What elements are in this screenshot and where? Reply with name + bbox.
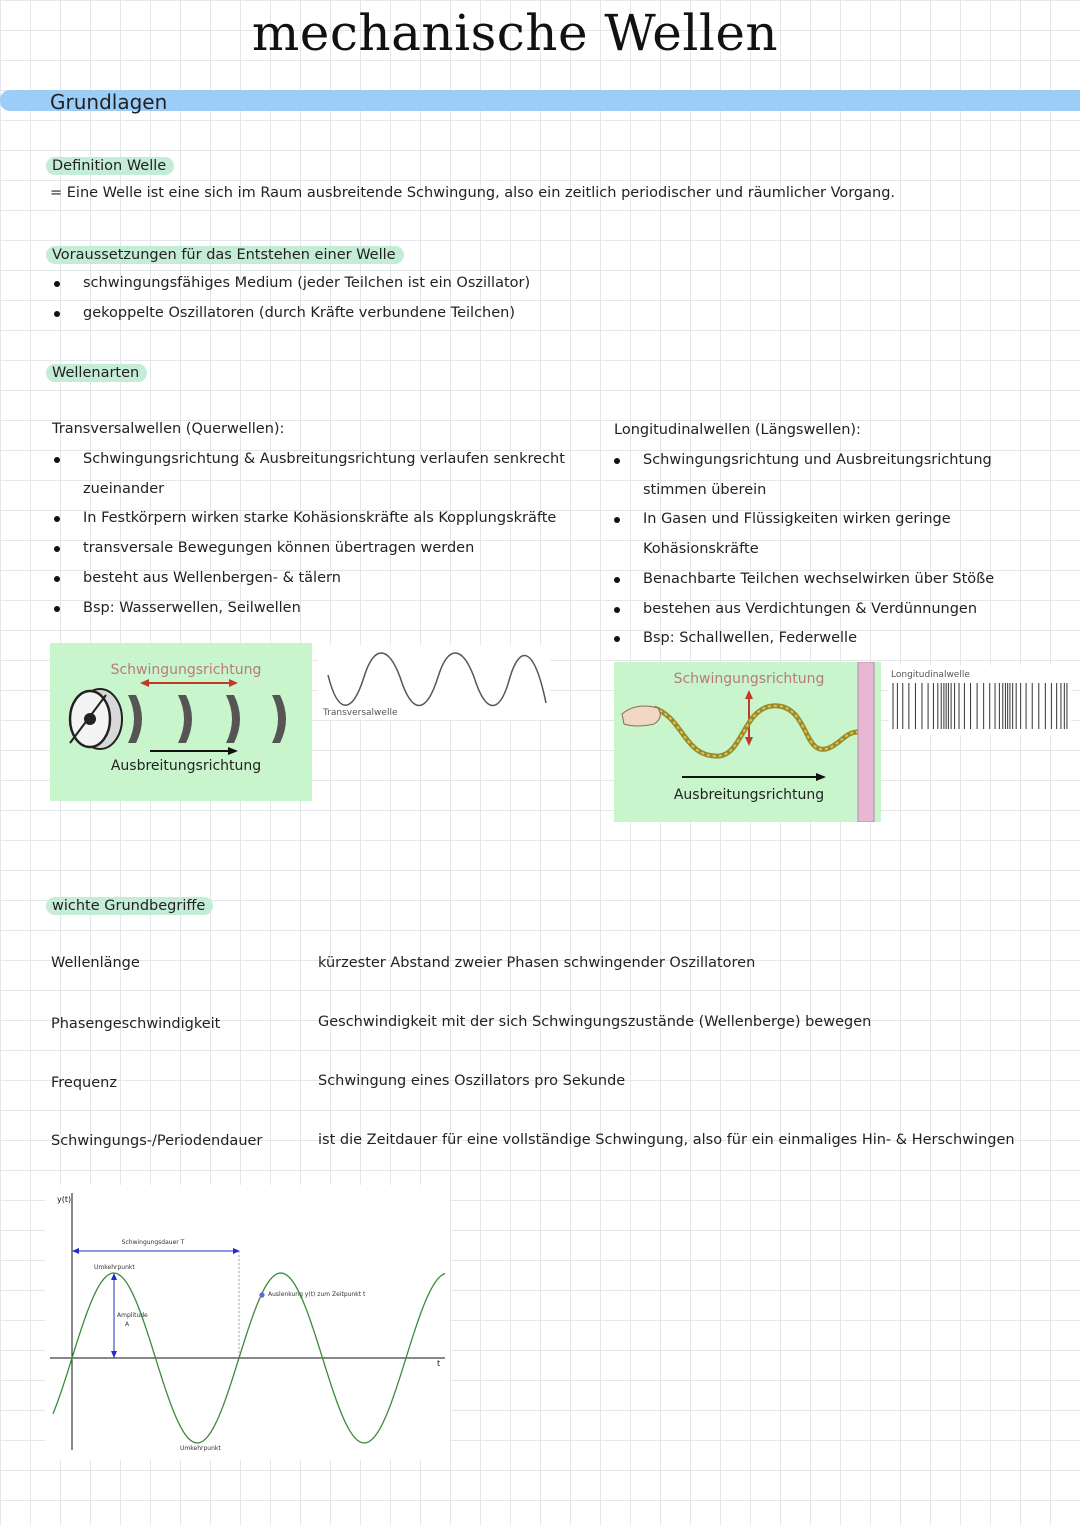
y-axis-label: y(t) bbox=[57, 1195, 72, 1204]
list-item: In Festkörpern wirken starke Kohäsionskräfte als Kopplungskräfte bbox=[83, 504, 565, 534]
arrowhead-up-icon bbox=[111, 1273, 117, 1280]
definition-tag bbox=[46, 155, 174, 176]
list-item: gekoppelte Oszillatoren (durch Kräfte verbundene Teilchen) bbox=[83, 299, 530, 329]
list-item: besteht aus Wellenbergen- & tälern bbox=[83, 564, 565, 594]
list-item-continuation: zueinander bbox=[83, 480, 165, 497]
arrowhead-left-icon bbox=[140, 679, 149, 687]
wave-label: Transversalwelle bbox=[323, 708, 398, 718]
transversal-figure bbox=[50, 643, 312, 801]
section-heading: Grundlagen bbox=[50, 90, 168, 114]
hand-icon bbox=[622, 706, 660, 726]
propagation-label: Ausbreitungsrichtung bbox=[673, 787, 825, 803]
table-row bbox=[51, 1014, 1071, 1073]
list-item-continuation: stimmen überein bbox=[643, 481, 767, 498]
list-item: Schwingungsrichtung & Ausbreitungsrichtung verlaufen senkrecht bbox=[83, 445, 565, 475]
definition-heading: Definition Welle bbox=[46, 157, 174, 175]
wave-label: Longitudinalwelle bbox=[891, 670, 970, 680]
table-row bbox=[51, 1073, 1071, 1132]
wavefront bbox=[272, 695, 286, 743]
amplitude-label: Amplitude bbox=[117, 1312, 148, 1319]
term-cell: Phasengeschwindigkeit bbox=[51, 1016, 221, 1032]
propagation-label: Ausbreitungsrichtung bbox=[110, 758, 262, 774]
list-item: Benachbarte Teilchen wechselwirken über Stöße bbox=[643, 565, 994, 595]
term-cell: Wellenlänge bbox=[51, 955, 140, 971]
prerequisites-list bbox=[83, 269, 530, 328]
transversal-title: Transversalwellen (Querwellen): bbox=[52, 421, 285, 437]
oscillation-label: Schwingungsrichtung bbox=[673, 671, 825, 687]
prerequisites-tag bbox=[46, 244, 404, 265]
deflection-point bbox=[259, 1292, 264, 1297]
arrowhead-up-icon bbox=[745, 690, 753, 699]
table-row bbox=[51, 1132, 1071, 1191]
wave-types-heading: Wellenarten bbox=[46, 364, 147, 382]
turning-point-top-label: Umkehrpunkt bbox=[94, 1264, 135, 1271]
longitudinal-figure bbox=[614, 662, 881, 822]
wavefront bbox=[226, 695, 240, 743]
list-item: Bsp: Wasserwellen, Seilwellen bbox=[83, 594, 565, 624]
definition-cell: Schwingung eines Oszillators pro Sekunde bbox=[318, 1073, 626, 1089]
table-row bbox=[51, 955, 1071, 1014]
arrowhead-down-icon bbox=[745, 737, 753, 746]
list-item: schwingungsfähiges Medium (jeder Teilchen ist ein Oszillator) bbox=[83, 269, 530, 299]
list-item: In Gasen und Flüssigkeiten wirken geringe bbox=[643, 505, 994, 535]
x-axis-label: t bbox=[437, 1359, 441, 1368]
arrowhead-right-icon bbox=[228, 747, 238, 755]
longitudinal-list bbox=[643, 446, 994, 654]
oscillation-label: Schwingungsrichtung bbox=[110, 662, 262, 678]
compression-lines bbox=[893, 683, 1067, 729]
arrowhead-right-icon bbox=[816, 773, 826, 781]
wavefront bbox=[128, 695, 142, 743]
transversal-wave-figure bbox=[318, 645, 550, 720]
longitudinal-figure-drawing bbox=[614, 662, 881, 822]
transversal-figure-drawing bbox=[50, 643, 312, 801]
transversal-wave-drawing bbox=[318, 645, 550, 720]
definition-text: = Eine Welle ist eine sich im Raum ausbreitende Schwingung, also ein zeitlich periodischer und räumlicher Vorgang. bbox=[50, 185, 896, 201]
page-title: mechanische Wellen bbox=[251, 4, 779, 62]
terms-heading: wichte Grundbegriffe bbox=[46, 897, 213, 915]
transversal-list bbox=[83, 445, 565, 623]
definition-cell: kürzester Abstand zweier Phasen schwingender Oszillatoren bbox=[318, 955, 756, 971]
longitudinal-wave-drawing bbox=[889, 665, 1071, 735]
term-cell: Frequenz bbox=[51, 1075, 117, 1091]
longitudinal-wave-figure bbox=[889, 665, 1071, 735]
oscillation-graph bbox=[45, 1185, 450, 1460]
list-item: transversale Bewegungen können übertragen werden bbox=[83, 534, 565, 564]
list-item-continuation: Kohäsionskräfte bbox=[643, 541, 759, 558]
longitudinal-title: Longitudinalwellen (Längswellen): bbox=[614, 422, 861, 438]
amplitude-symbol: A bbox=[125, 1321, 130, 1328]
wavefront bbox=[178, 695, 192, 743]
term-cell: Schwingungs-/Periodendauer bbox=[51, 1133, 263, 1149]
terms-table bbox=[51, 955, 1071, 1191]
terms-tag bbox=[46, 895, 213, 916]
sine-wave bbox=[328, 653, 546, 706]
list-item: bestehen aus Verdichtungen & Verdünnungen bbox=[643, 595, 994, 625]
wall bbox=[858, 662, 874, 822]
arrowhead-left-icon bbox=[72, 1248, 79, 1254]
oscillation-graph-drawing bbox=[45, 1185, 450, 1460]
deflection-label: Auslenkung y(t) zum Zeitpunkt t bbox=[268, 1291, 366, 1298]
definition-cell: ist die Zeitdauer für eine vollständige Schwingung, also für ein einmaliges Hin- & Herschwingen bbox=[318, 1132, 1015, 1148]
arrowhead-down-icon bbox=[111, 1351, 117, 1358]
wave-types-tag bbox=[46, 362, 147, 383]
arrowhead-right-icon bbox=[229, 679, 238, 687]
list-item: Bsp: Schallwellen, Federwelle bbox=[643, 624, 994, 654]
wavefronts bbox=[128, 695, 286, 743]
definition-cell: Geschwindigkeit mit der sich Schwingungszustände (Wellenberge) bewegen bbox=[318, 1014, 872, 1030]
period-label: Schwingungsdauer T bbox=[121, 1239, 185, 1246]
turning-point-bottom-label: Umkehrpunkt bbox=[180, 1445, 221, 1452]
prerequisites-heading: Voraussetzungen für das Entstehen einer Welle bbox=[46, 246, 404, 264]
list-item: Schwingungsrichtung und Ausbreitungsrichtung bbox=[643, 446, 994, 476]
